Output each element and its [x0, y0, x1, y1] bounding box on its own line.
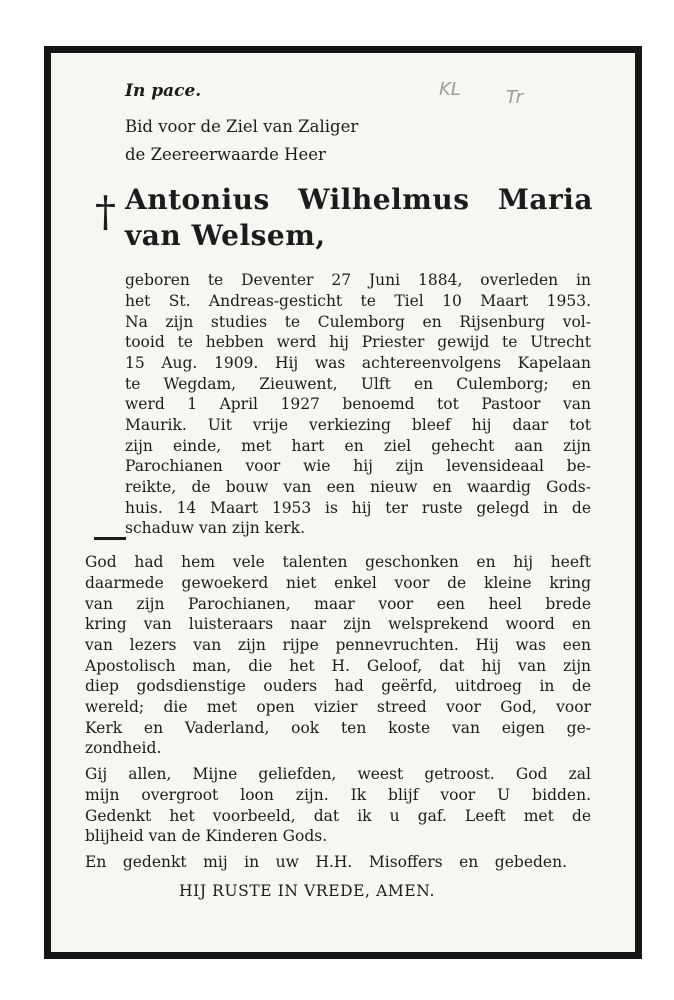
farewell-line: blijheid van de Kinderen Gods. [85, 827, 328, 845]
deceased-name-line-1: Antonius Wilhelmus Maria [125, 183, 593, 216]
bio-line: Maurik. Uit vrije verkiezing bleef hij daar tot [125, 416, 591, 434]
intro-line-2: de Zeereerwaarde Heer [125, 145, 326, 164]
bio-line: werd 1 April 1927 benoemd tot Pastoor van [125, 395, 591, 413]
bio-line: tooid te hebben werd hij Priester gewijd te Utrecht [125, 333, 591, 351]
talents-line: God had hem vele talenten geschonken en hij heeft [85, 553, 591, 571]
intro-line-1: Bid voor de Ziel van Zaliger [125, 117, 359, 136]
bio-line: Na zijn studies te Culemborg en Rijsenburg vol- [125, 313, 591, 331]
bio-line: huis. 14 Maart 1953 is hij ter ruste gelegd in de [125, 499, 591, 517]
cross-icon: † [95, 187, 116, 236]
bio-line: 15 Aug. 1909. Hij was achtereenvolgens Kapelaan [125, 354, 591, 372]
pencil-note-1: KL [439, 79, 461, 100]
closing-line: HIJ RUSTE IN VREDE, AMEN. [179, 882, 435, 900]
memorial-card [44, 46, 642, 959]
bio-line: Parochianen voor wie hij zijn levensideaal be- [125, 457, 591, 475]
talents-line: Kerk en Vaderland, ook ten koste van eigen ge- [85, 719, 591, 737]
bio-line: reikte, de bouw van een nieuw en waardig Gods- [125, 478, 591, 496]
pencil-note-2: Tr [506, 87, 523, 108]
section-divider [94, 537, 126, 540]
bio-line: schaduw van zijn kerk. [125, 519, 305, 537]
bio-line: te Wegdam, Zieuwent, Ulft en Culemborg; en [125, 375, 591, 393]
prayer-request: En gedenkt mij in uw H.H. Misoffers en gebeden. [85, 853, 567, 871]
farewell-line: mijn overgroot loon zijn. Ik blijf voor U bidden. [85, 786, 591, 804]
talents-line: diep godsdienstige ouders had geërfd, uitdroeg in de [85, 677, 591, 695]
talents-line: kring van luisteraars naar zijn welsprekend woord en [85, 615, 591, 633]
farewell-line: Gij allen, Mijne geliefden, weest getroost. God zal [85, 765, 591, 783]
farewell-line: Gedenkt het voorbeeld, dat ik u gaf. Leeft met de [85, 807, 591, 825]
bio-line: geboren te Deventer 27 Juni 1884, overleden in [125, 271, 591, 289]
in-pace-heading: In pace. [125, 81, 202, 101]
talents-line: zondheid. [85, 739, 162, 757]
talents-line: daarmede gewoekerd niet enkel voor de kleine kring [85, 574, 591, 592]
bio-line: zijn einde, met hart en ziel gehecht aan zijn [125, 437, 591, 455]
talents-line: van lezers van zijn rijpe pennevruchten. Hij was een [85, 636, 591, 654]
talents-line: van zijn Parochianen, maar voor een heel brede [85, 595, 591, 613]
talents-line: wereld; die met open vizier streed voor God, voor [85, 698, 591, 716]
bio-line: het St. Andreas-gesticht te Tiel 10 Maart 1953. [125, 292, 591, 310]
talents-line: Apostolisch man, die het H. Geloof, dat hij van zijn [85, 657, 591, 675]
deceased-name-line-2: van Welsem, [125, 219, 326, 252]
